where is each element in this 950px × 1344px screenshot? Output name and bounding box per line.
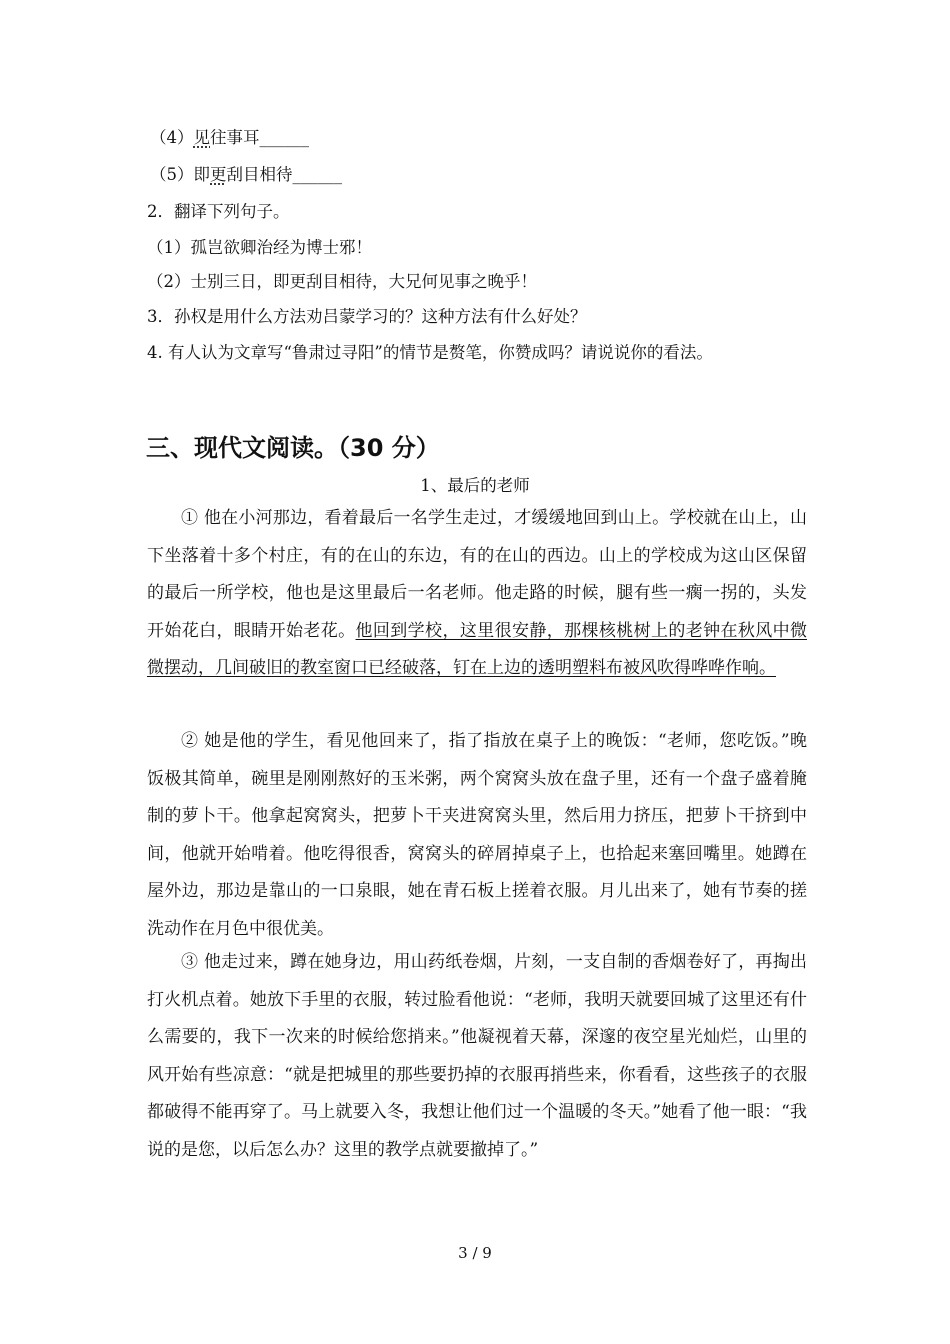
item-text: 刮目相待______ xyxy=(226,165,342,184)
page-number: 3 / 9 xyxy=(458,1244,492,1262)
paragraph-1 xyxy=(147,500,807,688)
sub-question-4 xyxy=(150,124,309,148)
underlined-sentence: 他回到学校，这里很安静，那棵核桃树上的老钟在秋风中微微摆动，几间破旧的教室窗口已经破落，钉在上边的透明塑料布被风吹得哗哗作响。 xyxy=(147,620,808,678)
paragraph-text: ① 他在小河那边，看着最后一名学生走过，才缓缓地回到山上。学校就在山上，山下坐落着十多个村庄，有的在山的东边，有的在山的西边。山上的学校成为这山区保留的最后一所学校，他也是这里最后一名老师。他走路的时候，腿有些一瘸一拐的，头发开始花白，眼睛开始老花。 xyxy=(147,508,807,641)
question-2-2: （2）士别三日，即更刮目相待，大兄何见事之晚乎！ xyxy=(147,272,537,291)
dotted-char: 见 xyxy=(193,128,210,147)
item-text: （5）即 xyxy=(150,165,210,184)
sub-question-5 xyxy=(150,161,342,185)
item-text: （4） xyxy=(150,128,194,147)
paragraph-3: ③ 他走过来，蹲在她身边，用山药纸卷烟，片刻，一支自制的香烟卷好了，再掏出打火机点着。她放下手里的衣服，转过脸看他说：“老师，我明天就要回城了这里还有什么需要的，我下一次来的时候给您捎来。”他凝视着天幕，深邃的夜空星光灿烂，山里的风开始有些凉意：“就是把城里的那些要扔掉的衣服再捎些来，你看看，这些孩子的衣服都破得不能再穿了。马上就要入冬，我想让他们过一个温暖的冬天。”她看了他一眼：“我说的是您，以后怎么办？这里的教学点就要撤掉了。” xyxy=(147,952,807,1160)
item-text: 往事耳______ xyxy=(210,128,309,147)
dotted-char: 更 xyxy=(210,165,227,184)
question-2: 2．翻译下列句子。 xyxy=(147,202,290,221)
question-4: 4. 有人认为文章写“鲁肃过寻阳”的情节是赘笔，你赞成吗？请说说你的看法。 xyxy=(147,343,713,362)
paragraph-2: ② 她是他的学生，看见他回来了，指了指放在桌子上的晚饭：“老师，您吃饭。”晚饭极其简单，碗里是刚刚熬好的玉米粥，两个窝窝头放在盘子里，还有一个盘子盛着腌制的萝卜干。他拿起窝窝头，把萝卜干夹进窝窝头里，然后用力挤压，把萝卜干挤到中间，他就开始啃着。他吃得很香，窝窝头的碎屑掉桌子上，也拾起来塞回嘴里。她蹲在屋外边，那边是靠山的一口泉眼，她在青石板上搓着衣服。月儿出来了，她有节奏的搓洗动作在月色中很优美。 xyxy=(147,731,807,939)
article-title: 1、最后的老师 xyxy=(420,476,530,495)
question-2-1: （1）孤岂欲卿治经为博士邪！ xyxy=(147,238,372,257)
question-3: 3．孙权是用什么方法劝吕蒙学习的？这种方法有什么好处？ xyxy=(147,307,587,326)
section-heading: 三、现代文阅读。（30 分） xyxy=(146,434,440,462)
